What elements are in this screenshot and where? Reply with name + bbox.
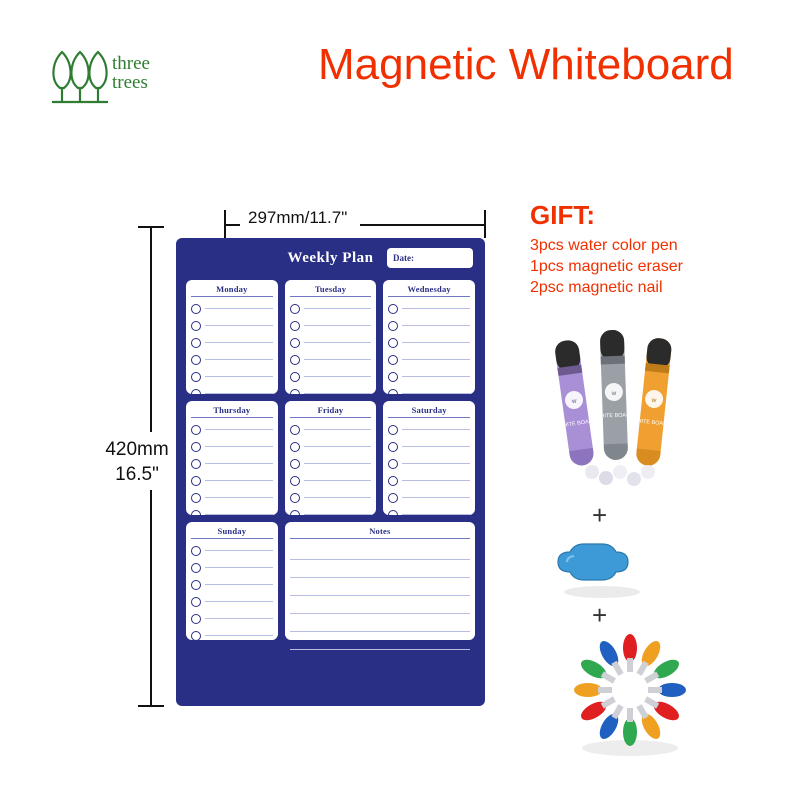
pens-icon (540, 300, 730, 500)
magnetic-nails (560, 630, 700, 765)
day-cell-thursday[interactable] (186, 401, 278, 515)
checkbox-icon[interactable] (191, 631, 201, 641)
task-row[interactable] (290, 455, 372, 472)
whiteboard-header (186, 248, 475, 274)
checkbox-icon[interactable] (191, 546, 201, 556)
task-row[interactable] (290, 472, 372, 489)
task-row[interactable] (290, 351, 372, 368)
task-rule (205, 584, 273, 585)
task-row[interactable] (388, 438, 470, 455)
date-field[interactable] (387, 248, 473, 268)
checkbox-icon[interactable] (191, 597, 201, 607)
task-rule (304, 325, 372, 326)
task-rule (205, 635, 273, 636)
checkbox-icon[interactable] (191, 476, 201, 486)
day-title: Wednesday (388, 284, 470, 297)
task-rule (304, 429, 372, 430)
day-lines (191, 542, 273, 644)
task-rule (205, 429, 273, 430)
task-rule (205, 308, 273, 309)
task-rule (304, 480, 372, 481)
task-rule (304, 376, 372, 377)
eraser-icon (552, 540, 652, 600)
task-row[interactable] (388, 385, 470, 402)
checkbox-icon[interactable] (290, 389, 300, 399)
checkbox-icon[interactable] (191, 459, 201, 469)
svg-text:W: W (611, 390, 617, 398)
nails-icon (560, 630, 700, 760)
magnetic-eraser (552, 540, 652, 605)
task-row[interactable] (290, 334, 372, 351)
notes-rule (290, 560, 470, 578)
gift-item: 2psc magnetic nail (530, 279, 663, 296)
weekly-grid (186, 280, 475, 640)
day-lines (290, 300, 372, 402)
checkbox-icon[interactable] (290, 425, 300, 435)
width-tick-left (224, 210, 226, 238)
task-row[interactable] (191, 472, 273, 489)
checkbox-icon[interactable] (191, 425, 201, 435)
task-rule (304, 514, 372, 515)
page-title: Magnetic Whiteboard (318, 40, 734, 89)
checkbox-icon[interactable] (388, 510, 398, 520)
day-cell-wednesday[interactable] (383, 280, 475, 394)
checkbox-icon[interactable] (191, 442, 201, 452)
task-rule (205, 325, 273, 326)
checkbox-icon[interactable] (388, 389, 398, 399)
task-rule (205, 376, 273, 377)
task-row[interactable] (290, 438, 372, 455)
checkbox-icon[interactable] (191, 563, 201, 573)
day-cell-tuesday[interactable] (285, 280, 377, 394)
task-rule (205, 601, 273, 602)
checkbox-icon[interactable] (290, 321, 300, 331)
notes-title: Notes (290, 526, 470, 539)
task-row[interactable] (388, 472, 470, 489)
checkbox-icon[interactable] (388, 355, 398, 365)
plus-symbol-1: + (592, 500, 608, 530)
task-row[interactable] (388, 421, 470, 438)
task-rule (402, 308, 470, 309)
checkbox-icon[interactable] (191, 321, 201, 331)
task-row[interactable] (191, 300, 273, 317)
task-row[interactable] (290, 300, 372, 317)
whiteboard[interactable] (176, 238, 485, 706)
task-row[interactable] (191, 334, 273, 351)
task-rule (304, 497, 372, 498)
task-rule (402, 514, 470, 515)
task-rule (304, 393, 372, 394)
task-row[interactable] (191, 421, 273, 438)
task-rule (402, 342, 470, 343)
day-title: Sunday (191, 526, 273, 539)
task-row[interactable] (388, 368, 470, 385)
task-rule (402, 359, 470, 360)
day-cell-sunday[interactable] (186, 522, 278, 640)
day-lines (191, 421, 273, 523)
task-row[interactable] (388, 489, 470, 506)
task-row[interactable] (388, 334, 470, 351)
task-row[interactable] (191, 542, 273, 559)
checkbox-icon[interactable] (191, 510, 201, 520)
task-row[interactable] (290, 317, 372, 334)
checkbox-icon[interactable] (388, 493, 398, 503)
task-row[interactable] (388, 317, 470, 334)
day-lines (388, 421, 470, 523)
brand-name-line1: three (112, 53, 150, 74)
svg-text:W: W (651, 397, 657, 405)
checkbox-icon[interactable] (388, 372, 398, 382)
gift-heading: GIFT: (530, 200, 595, 230)
task-rule (205, 550, 273, 551)
checkbox-icon[interactable] (191, 389, 201, 399)
task-row[interactable] (191, 438, 273, 455)
task-row[interactable] (191, 506, 273, 523)
day-lines (290, 421, 372, 523)
task-row[interactable] (191, 489, 273, 506)
height-dimension-label (96, 437, 178, 487)
day-title: Friday (290, 405, 372, 418)
checkbox-icon[interactable] (388, 442, 398, 452)
task-rule (205, 514, 273, 515)
task-rule (304, 342, 372, 343)
checkbox-icon[interactable] (290, 476, 300, 486)
task-rule (402, 325, 470, 326)
task-rule (205, 446, 273, 447)
task-row[interactable] (388, 351, 470, 368)
task-row[interactable] (290, 506, 372, 523)
day-cell-friday[interactable] (285, 401, 377, 515)
task-row[interactable] (191, 593, 273, 610)
height-tick-top (138, 226, 164, 228)
task-rule (402, 463, 470, 464)
checkbox-icon[interactable] (290, 459, 300, 469)
day-title: Tuesday (290, 284, 372, 297)
width-dimension-label: 297mm/11.7" (248, 208, 348, 227)
checkbox-icon[interactable] (191, 580, 201, 590)
day-cell-saturday[interactable] (383, 401, 475, 515)
svg-text:WHITE BOARD: WHITE BOARD (595, 412, 635, 420)
task-rule (304, 359, 372, 360)
checkbox-icon[interactable] (191, 614, 201, 624)
water-color-pens (540, 300, 720, 490)
task-rule (205, 497, 273, 498)
gift-item-list (530, 235, 683, 298)
checkbox-icon[interactable] (388, 321, 398, 331)
checkbox-icon[interactable] (290, 304, 300, 314)
checkbox-icon[interactable] (191, 304, 201, 314)
task-rule (402, 480, 470, 481)
svg-text:WHITE BOARD: WHITE BOARD (631, 417, 672, 428)
brand-logo (46, 42, 181, 112)
notes-cell[interactable] (285, 522, 475, 640)
day-lines (191, 300, 273, 402)
day-title: Thursday (191, 405, 273, 418)
task-row[interactable] (388, 300, 470, 317)
task-row[interactable] (191, 368, 273, 385)
task-rule (402, 393, 470, 394)
task-row[interactable] (388, 455, 470, 472)
checkbox-icon[interactable] (290, 493, 300, 503)
svg-text:WHITE BOARD: WHITE BOARD (557, 418, 597, 430)
checkbox-icon[interactable] (191, 338, 201, 348)
task-rule (304, 446, 372, 447)
grid-row (186, 401, 475, 515)
task-row[interactable] (191, 576, 273, 593)
checkbox-icon[interactable] (191, 372, 201, 382)
brand-wordmark (112, 54, 150, 92)
task-rule (304, 308, 372, 309)
checkbox-icon[interactable] (290, 442, 300, 452)
task-row[interactable] (191, 559, 273, 576)
task-rule (205, 393, 273, 394)
notes-lines (290, 542, 470, 650)
notes-rule (290, 542, 470, 560)
height-dimension-label-line1: 420mm (105, 439, 169, 460)
task-rule (402, 376, 470, 377)
grid-row (186, 280, 475, 394)
task-row[interactable] (290, 385, 372, 402)
task-row[interactable] (290, 421, 372, 438)
notes-rule (290, 596, 470, 614)
plus-symbol-2: + (592, 600, 608, 630)
day-lines (388, 300, 470, 402)
task-rule (304, 463, 372, 464)
gift-item: 3pcs water color pen (530, 237, 678, 254)
gift-item: 1pcs magnetic eraser (530, 258, 683, 275)
task-rule (205, 480, 273, 481)
task-row[interactable] (290, 489, 372, 506)
day-title: Monday (191, 284, 273, 297)
task-row[interactable] (388, 506, 470, 523)
task-rule (205, 463, 273, 464)
checkbox-icon[interactable] (388, 338, 398, 348)
checkbox-icon[interactable] (191, 355, 201, 365)
task-rule (205, 342, 273, 343)
task-rule (205, 618, 273, 619)
height-dimension-label-line2: 16.5" (115, 464, 159, 485)
task-rule (402, 497, 470, 498)
task-rule (402, 446, 470, 447)
checkbox-icon[interactable] (290, 338, 300, 348)
width-tick-right (484, 210, 486, 238)
task-row[interactable] (191, 385, 273, 402)
notes-rule (290, 578, 470, 596)
date-label: Date: (393, 253, 414, 263)
checkbox-icon[interactable] (191, 493, 201, 503)
svg-text:W: W (571, 398, 578, 406)
day-cell-monday[interactable] (186, 280, 278, 394)
task-row[interactable] (191, 317, 273, 334)
checkbox-icon[interactable] (388, 459, 398, 469)
grid-row (186, 522, 475, 640)
notes-rule (290, 614, 470, 632)
task-rule (205, 567, 273, 568)
task-row[interactable] (290, 368, 372, 385)
task-row[interactable] (191, 351, 273, 368)
task-row[interactable] (191, 455, 273, 472)
task-rule (402, 429, 470, 430)
brand-name-line2: trees (112, 72, 148, 93)
task-row[interactable] (191, 610, 273, 627)
height-tick-bottom (138, 705, 164, 707)
task-rule (205, 359, 273, 360)
checkbox-icon[interactable] (388, 425, 398, 435)
notes-rule (290, 632, 470, 650)
whiteboard-title: Weekly Plan (287, 250, 374, 266)
task-row[interactable] (191, 627, 273, 644)
checkbox-icon[interactable] (290, 355, 300, 365)
day-title: Saturday (388, 405, 470, 418)
checkbox-icon[interactable] (388, 304, 398, 314)
checkbox-icon[interactable] (388, 476, 398, 486)
checkbox-icon[interactable] (290, 510, 300, 520)
checkbox-icon[interactable] (290, 372, 300, 382)
